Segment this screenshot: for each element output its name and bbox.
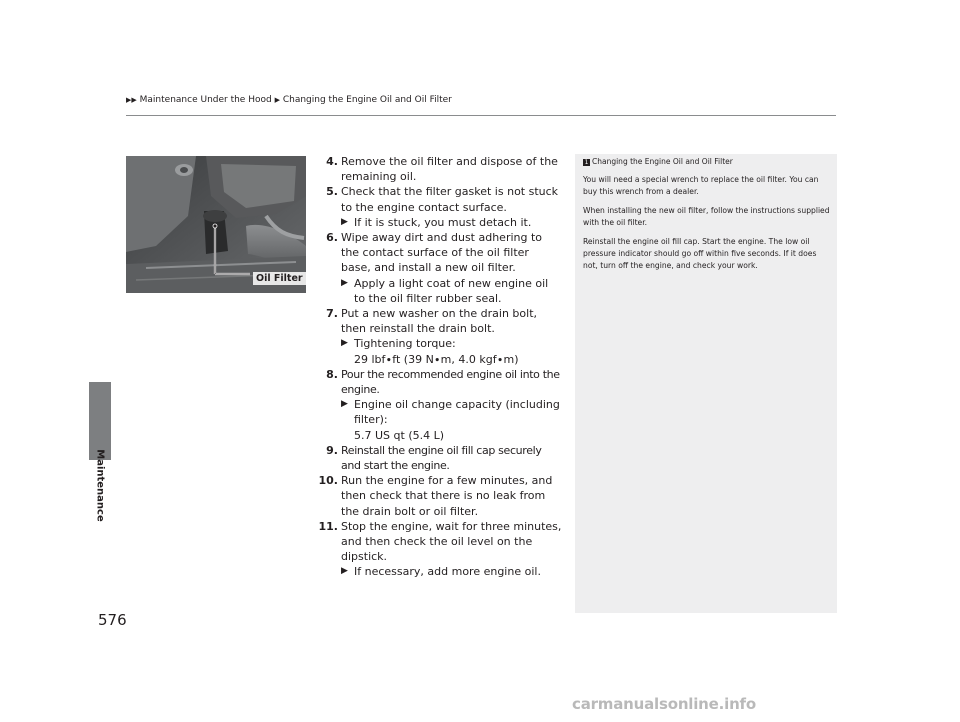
- notes-body: [583, 174, 830, 279]
- breadcrumb: [126, 95, 452, 105]
- triangle-bullet-icon: ▶: [341, 338, 348, 349]
- breadcrumb-item-maintenance-under-hood[interactable]: Maintenance Under the Hood: [139, 95, 272, 105]
- torque-label: Tightening torque:: [354, 337, 456, 351]
- step-7: 7. Put a new washer on the drain bolt, then reinstall the drain bolt.: [326, 307, 538, 336]
- note-paragraph: You will need a special wrench to replace the oil filter. You can buy this wrench from a dealer.: [583, 175, 819, 196]
- triangle-bullet-icon: ▶: [341, 399, 348, 410]
- triangle-bullet-icon: ▶: [341, 216, 348, 227]
- step-11-note: ▶ If necessary, add more engine oil.: [341, 565, 541, 579]
- breadcrumb-arrow-icon: ▶: [274, 96, 280, 104]
- breadcrumb-item-changing-oil[interactable]: Changing the Engine Oil and Oil Filter: [282, 95, 452, 105]
- procedure-steps: [310, 154, 562, 580]
- watermark: carmanualsonline.info: [572, 695, 756, 713]
- step-10: 10. Run the engine for a few minutes, and then check that there is no leak from the drain bolt or oil filter.: [318, 474, 553, 518]
- reference-marker-icon: 1: [584, 159, 589, 166]
- step-11: 11. Stop the engine, wait for three minutes, and then check the oil level on the dipstick.: [318, 519, 562, 564]
- triangle-bullet-icon: ▶: [341, 566, 348, 577]
- step-4: 4. Remove the oil filter and dispose of the remaining oil.: [326, 155, 558, 184]
- triangle-bullet-icon: ▶: [341, 277, 348, 288]
- step-7-note: [341, 336, 562, 366]
- step-8: 8. Pour the recommended engine oil into the engine.: [326, 367, 560, 397]
- step-5-note: ▶ If it is stuck, you must detach it.: [341, 215, 532, 229]
- oil-filter-callout: Oil Filter: [253, 272, 306, 285]
- step-5: 5. Check that the filter gasket is not stuck to the engine contact surface.: [326, 185, 559, 214]
- step-9: 9. Reinstall the engine oil fill cap securely and start the engine.: [326, 443, 542, 473]
- page-number: 576: [98, 611, 127, 629]
- note-paragraph: When installing the new oil filter, follow the instructions supplied with the oil filter.: [583, 206, 830, 227]
- torque-value: 29 lbf∙ft (39 N∙m, 4.0 kgf∙m): [354, 352, 519, 366]
- step-6-note: ▶ Apply a light coat of new engine oil to the oil filter rubber seal.: [341, 276, 549, 305]
- notes-title: 1 Changing the Engine Oil and Oil Filter: [584, 157, 733, 166]
- note-paragraph: Reinstall the engine oil fill cap. Start the engine. The low oil pressure indicator should go off within five seconds. If it does not, turn off the engine, and check your work.: [583, 237, 817, 270]
- capacity-label: Engine oil change capacity (including filter):: [354, 398, 560, 427]
- step-8-note: [341, 397, 562, 443]
- step-6: 6. Wipe away dirt and dust adhering to the contact surface of the oil filter base, and install a new oil filter.: [326, 231, 543, 275]
- capacity-value: 5.7 US qt (5.4 L): [354, 428, 445, 442]
- breadcrumb-arrow-icon: ▶▶: [126, 96, 137, 104]
- header-divider: [126, 115, 836, 116]
